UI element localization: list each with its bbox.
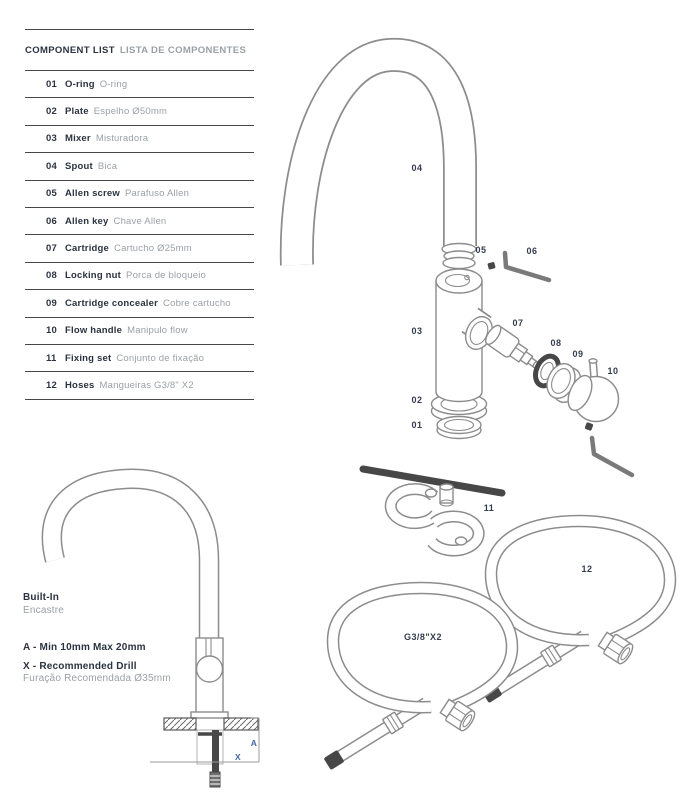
callout-hose-size: G3/8"X2 bbox=[404, 632, 442, 642]
hose-right bbox=[482, 521, 670, 703]
component-name-en: Hoses bbox=[65, 379, 95, 391]
callout-09: 09 bbox=[572, 349, 584, 359]
callout-03: 03 bbox=[411, 326, 423, 336]
component-number: 01 bbox=[46, 78, 57, 90]
component-name-pt: Espelho Ø50mm bbox=[93, 106, 168, 118]
callout-02: 02 bbox=[411, 395, 423, 405]
component-number: 05 bbox=[46, 188, 57, 200]
component-number: 02 bbox=[46, 106, 57, 118]
component-name-en: Allen key bbox=[65, 215, 109, 227]
dimension-a-note: A - Min 10mm Max 20mm bbox=[23, 642, 146, 653]
component-name-pt: Porca de bloqueio bbox=[126, 270, 207, 282]
component-row bbox=[25, 71, 254, 98]
hose-left bbox=[324, 588, 512, 770]
component-name-en: Fixing set bbox=[65, 352, 112, 364]
component-name-pt: Misturadora bbox=[95, 133, 149, 145]
callout-11: 11 bbox=[483, 503, 495, 513]
component-row bbox=[25, 345, 254, 372]
fixing-set-drawing bbox=[363, 469, 502, 551]
component-list-title-en: COMPONENT LIST bbox=[25, 44, 115, 56]
component-name-pt: Mangueiras G3/8" X2 bbox=[99, 379, 194, 391]
callout-07: 07 bbox=[512, 318, 524, 328]
callout-06: 06 bbox=[526, 246, 538, 256]
component-number: 09 bbox=[46, 297, 57, 309]
callout-01: 01 bbox=[411, 420, 423, 430]
component-row bbox=[25, 290, 254, 317]
component-name-en: O-ring bbox=[65, 78, 95, 90]
component-row bbox=[25, 153, 254, 180]
component-row bbox=[25, 372, 254, 399]
allen-key-top bbox=[505, 253, 549, 280]
component-name-en: Mixer bbox=[65, 133, 91, 145]
component-number: 07 bbox=[46, 243, 57, 255]
callout-04: 04 bbox=[411, 163, 423, 173]
component-name-en: Allen screw bbox=[65, 188, 121, 200]
component-name-pt: Bica bbox=[97, 160, 118, 172]
threaded-shank bbox=[212, 730, 219, 772]
component-list bbox=[25, 29, 254, 400]
component-name-pt: Cartucho Ø25mm bbox=[114, 243, 192, 255]
component-row bbox=[25, 181, 254, 208]
component-name-pt: Conjunto de fixação bbox=[116, 352, 205, 364]
component-row bbox=[25, 318, 254, 345]
component-name-pt: O-ring bbox=[99, 78, 128, 90]
built-in-title: Built-In bbox=[23, 592, 60, 603]
component-row bbox=[25, 235, 254, 262]
component-number: 11 bbox=[46, 352, 57, 364]
component-name-en: Plate bbox=[65, 106, 89, 118]
component-name-pt: Manipulo flow bbox=[127, 325, 188, 337]
component-number: 12 bbox=[46, 379, 57, 391]
exploded-faucet-drawing bbox=[297, 55, 632, 475]
built-in-subtitle: Encastre bbox=[23, 604, 65, 616]
callout-dim-x: X bbox=[234, 752, 242, 762]
component-name-en: Flow handle bbox=[65, 325, 123, 337]
callout-12: 12 bbox=[581, 564, 593, 574]
component-name-en: Cartridge bbox=[65, 243, 110, 255]
dimension-x-subtitle: Furação Recomendada Ø35mm bbox=[23, 673, 171, 684]
component-name-pt: Chave Allen bbox=[113, 215, 167, 227]
hoses-drawing bbox=[324, 521, 670, 770]
component-name-pt: Parafuso Allen bbox=[125, 188, 190, 200]
component-number: 08 bbox=[46, 270, 57, 282]
handle-circle bbox=[197, 656, 223, 682]
countertop-left bbox=[164, 718, 196, 730]
component-row bbox=[25, 126, 254, 153]
component-name-en: Cartridge concealer bbox=[65, 297, 159, 309]
callout-10: 10 bbox=[607, 366, 619, 376]
installation-notes bbox=[23, 592, 171, 686]
component-number: 03 bbox=[46, 133, 57, 145]
component-number: 06 bbox=[46, 215, 57, 227]
component-list-title-pt: LISTA DE COMPONENTES bbox=[119, 44, 247, 56]
component-number: 04 bbox=[46, 160, 57, 172]
component-number: 10 bbox=[46, 325, 57, 337]
handle-screw bbox=[585, 422, 594, 431]
component-row bbox=[25, 263, 254, 290]
callout-08: 08 bbox=[550, 338, 562, 348]
component-name-en: Spout bbox=[65, 160, 93, 172]
allen-screw bbox=[487, 262, 495, 270]
dimension-x-note: X - Recommended Drill bbox=[23, 660, 137, 672]
component-name-en: Locking nut bbox=[65, 270, 122, 282]
component-list-header bbox=[25, 29, 254, 71]
callout-dim-a: A bbox=[250, 738, 258, 748]
component-name-pt: Cobre cartucho bbox=[163, 297, 231, 309]
component-row bbox=[25, 208, 254, 235]
allen-key-bottom bbox=[592, 438, 632, 475]
component-row bbox=[25, 98, 254, 125]
callout-05: 05 bbox=[475, 245, 487, 255]
countertop-right bbox=[224, 718, 258, 730]
